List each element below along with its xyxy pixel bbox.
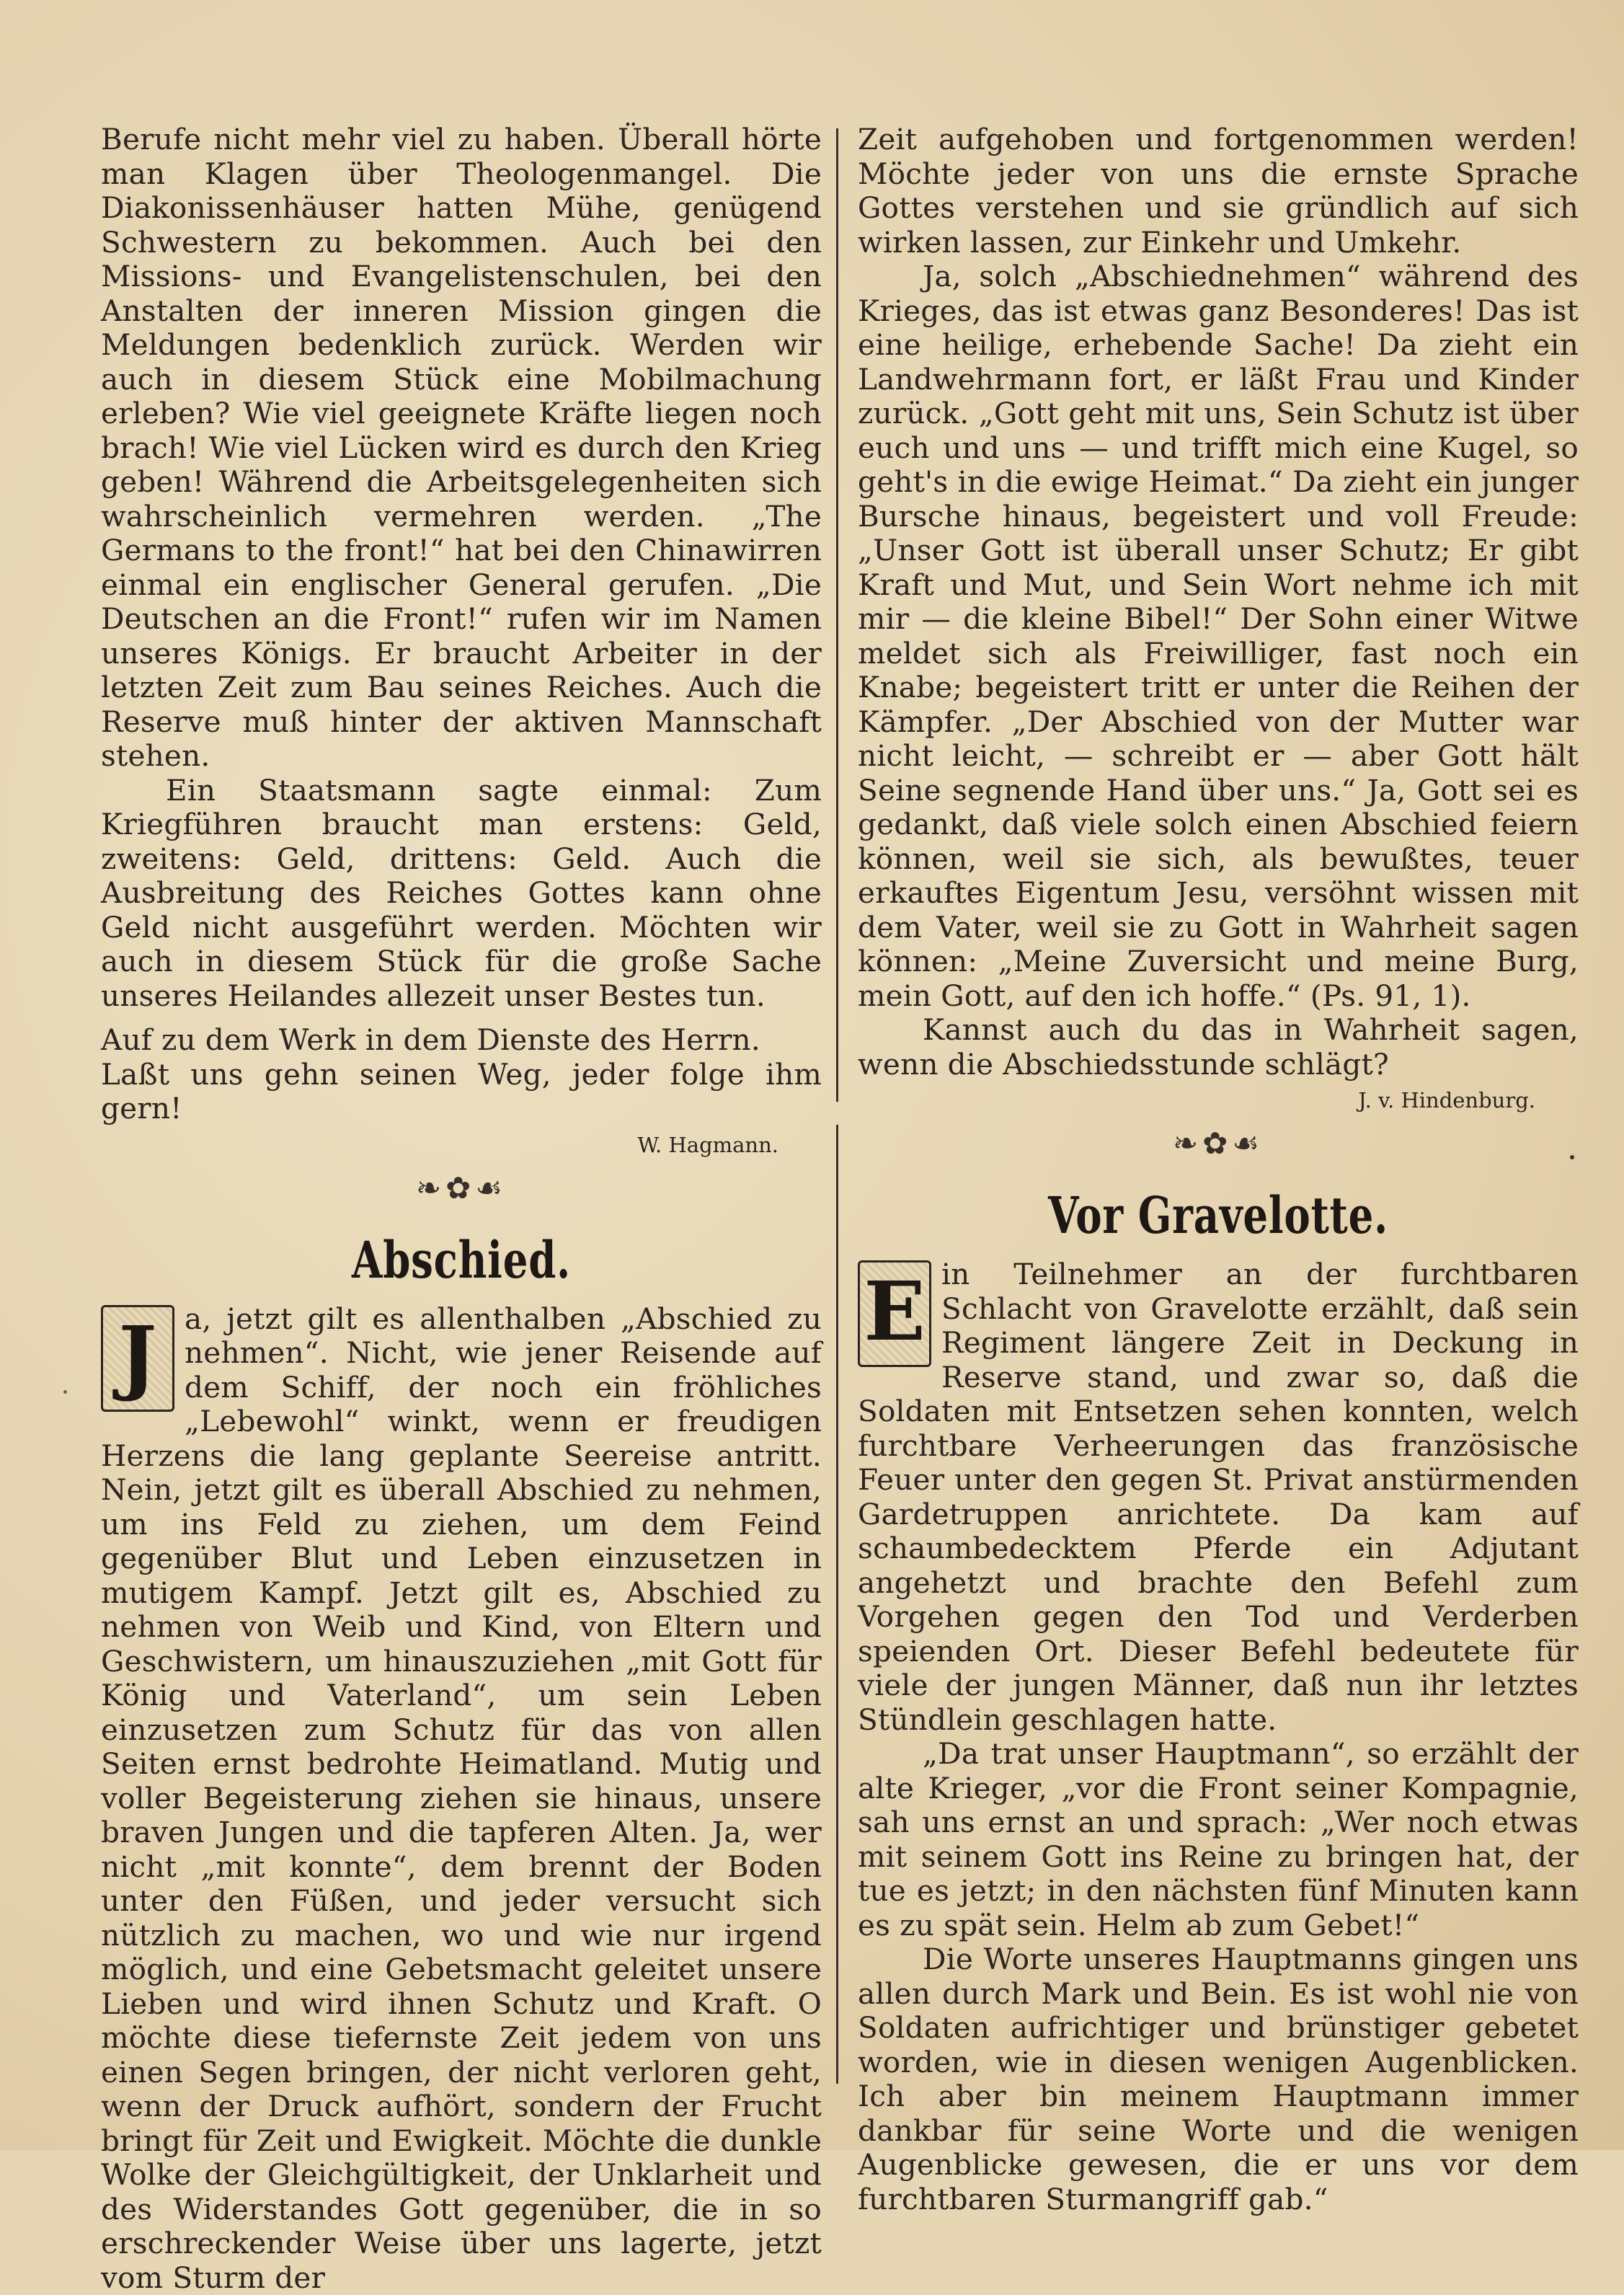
print-speck-left [63,1390,67,1394]
article-abschied [101,1302,822,2295]
gravelotte-paragraph-3: Die Worte unseres Hauptmanns gingen uns allen durch Mark und Bein. Es ist wohl nie von Soldaten aufrichtiger und brünstiger gebetet worden, wie in diesen wenigen Augenblicken. Ich aber bin meinem Hauptmann immer dankbar für seine Worte und die wenigen Augenblicke gewesen, die er uns vor dem furchtbaren Sturmangriff gab.“ [858,1942,1579,2216]
article-title-gravelotte: Vor Gravelotte. [937,1181,1499,1250]
continuation-paragraph: Zeit aufgehoben und fortgenommen werden! Möchte jeder von uns die ernste Sprache Gottes verstehen und sie gründlich auf sich wirken lassen, zur Einkehr und Umkehr. [858,123,1579,260]
ornament-divider-icon: ❧✿☙ [858,1123,1579,1164]
article-title-abschied: Abschied. [180,1226,742,1295]
gravelotte-paragraph-2: „Da trat unser Hauptmann“, so erzählt der alte Krieger, „vor die Front seiner Kompagnie, sah uns ernst an und sprach: „Wer noch etwas mit seinem Gott ins Reine zu bringen hat, der tue es jetzt; in den nächsten fünf Minuten kann es zu spät sein. Helm ab zum Gebet!“ [858,1737,1579,1942]
abschied-paragraph-2: Ja, solch „Abschiednehmen“ während des Krieges, das ist etwas ganz Besonderes! Das ist eine heilige, erhebende Sache! Da zieht ein Landwehrmann fort, er läßt Frau und Kinder zurück. „Gott geht mit uns, Sein Schutz ist über euch und uns — und trifft mich eine Kugel, so geht's in die ewige Heimat.“ Da zieht ein junger Bursche hinaus, begeistert und voll Freude: „Unser Gott ist überall unser Schutz; Er gibt Kraft und Mut, und Sein Wort nehme ich mit mir — die kleine Bibel!“ Der Sohn einer Witwe meldet sich als Freiwilliger, fast noch ein Knabe; begeistert tritt er unter die Reihen der Kämpfer. „Der Abschied von der Mutter war nicht leicht, — schreibt er — aber Gott hält Seine segnende Hand über uns.“ Ja, Gott sei es gedankt, daß viele solch einen Abschied feiern können, weil sie sich, als bewußtes, teuer erkauftes Eigentum Jesu, versöhnt wissen mit dem Vater, weil sie zu Gott in Wahrheit sagen können: „Meine Zuversicht und meine Burg, mein Gott, auf den ich hoffe.“ (Ps. 91, 1). [858,260,1579,1013]
signature-hindenburg: J. v. Hindenburg. [858,1086,1535,1115]
article-abschied-body: a, jetzt gilt es allenthalben „Abschied zu nehmen“. Nicht, wie jener Reisende auf dem Schiff, der noch ein fröhliches „Lebewohl“ winkt, wenn er freudigen Herzens die lang geplante Seereise antritt. Nein, jetzt gilt es überall Abschied zu nehmen, um ins Feld zu ziehen, um dem Feind gegenüber Blut und Leben einzusetzen in mutigem Kampf. Jetzt gilt es, Abschied zu nehmen von Weib und Kind, von Eltern und Geschwistern, um hinauszuziehen „mit Gott für König und Vaterland“, um sein Leben einzusetzen zum Schutz für das von allen Seiten ernst bedrohte Heimatland. Mutig und voller Begeisterung ziehen sie hinaus, unsere braven Jungen und die tapferen Alten. Ja, wer nicht „mit konnte“, dem brennt der Boden unter den Füßen, und jeder versucht sich nützlich zu machen, wo und wie nur irgend möglich, und eine Gebetsmacht geleitet unsere Lieben und wird ihnen Schutz und Kraft. O möchte diese tiefernste Zeit jedem von uns einen Segen bringen, der nicht verloren geht, wenn der Druck aufhört, sondern der Frucht bringt für Zeit und Ewigkeit. Möchte die dunkle Wolke der Gleichgültigkeit, der Unklarheit und des Widerstandes Gott gegenüber, die in so erschreckender Weise über uns lagerte, jetzt vom Sturm der [101,1302,822,2295]
article-gravelotte [858,1257,1579,1737]
intro-paragraph: Berufe nicht mehr viel zu haben. Überall hörte man Klagen über Theologenmangel. Die Diakonissenhäuser hatten Mühe, genügend Schwestern zu bekommen. Auch bei den Missions- und Evangelistenschulen, bei den Anstalten der inneren Mission gingen die Meldungen bedenklich zurück. Werden wir auch in diesem Stück eine Mobilmachung erleben? Wie viel geeignete Kräfte liegen noch brach! Wie viel Lücken wird es durch den Krieg geben! Während die Arbeitsgelegenheiten sich wahrscheinlich vermehren werden. „The Germans to the front!“ hat bei den Chinawirren einmal ein englischer General gerufen. „Die Deutschen an die Front!“ rufen wir im Namen unseres Königs. Er braucht Arbeiter in der letzten Zeit zum Bau seines Reiches. Auch die Reserve muß hinter der aktiven Mannschaft stehen. [101,123,822,774]
signature-hagmann: W. Hagmann. [101,1131,778,1159]
second-paragraph: Ein Staatsmann sagte einmal: Zum Kriegführen braucht man erstens: Geld, zweitens: Geld, drittens: Geld. Auch die Ausbreitung des Reiches Gottes kann ohne Geld nicht ausgeführt werden. Möchten wir auch in diesem Stück für die große Sache unseres Heilandes allezeit unser Bestes tun. [101,774,822,1014]
dropcap-initial: J [101,1305,174,1412]
abschied-paragraph-3: Kannst auch du das in Wahrheit sagen, wenn die Abschiedsstunde schlägt? [858,1013,1579,1082]
article-gravelotte-body: in Teilnehmer an der furchtbaren Schlacht von Gravelotte erzählt, daß sein Regiment längere Zeit in Deckung in Reserve stand, und zwar so, daß die Soldaten mit Entsetzen sehen konnten, welch furchtbare Verheerungen das französische Feuer unter den gegen St. Privat anstürmenden Gardetruppen anrichtete. Da kam auf schaumbedecktem Pferde ein Adjutant angehetzt und brachte den Befehl zum Vorgehen gegen den Tod und Verderben speienden Ort. Dieser Befehl bedeutete für viele der jungen Männer, daß nun ihr letztes Stündlein geschlagen hatte. [858,1257,1579,1737]
left-column [101,123,822,2295]
verse-line-1: Auf zu dem Werk in dem Dienste des Herrn. [101,1023,822,1058]
right-column [858,123,1579,2216]
ornament-divider-icon: ❧✿☙ [101,1168,822,1208]
dropcap-initial: E [858,1260,931,1367]
column-divider-top [836,128,838,1102]
column-divider-bottom [836,1125,838,2084]
verse-line-2: Laßt uns gehn seinen Weg, jeder folge ihm gern! [101,1058,822,1126]
